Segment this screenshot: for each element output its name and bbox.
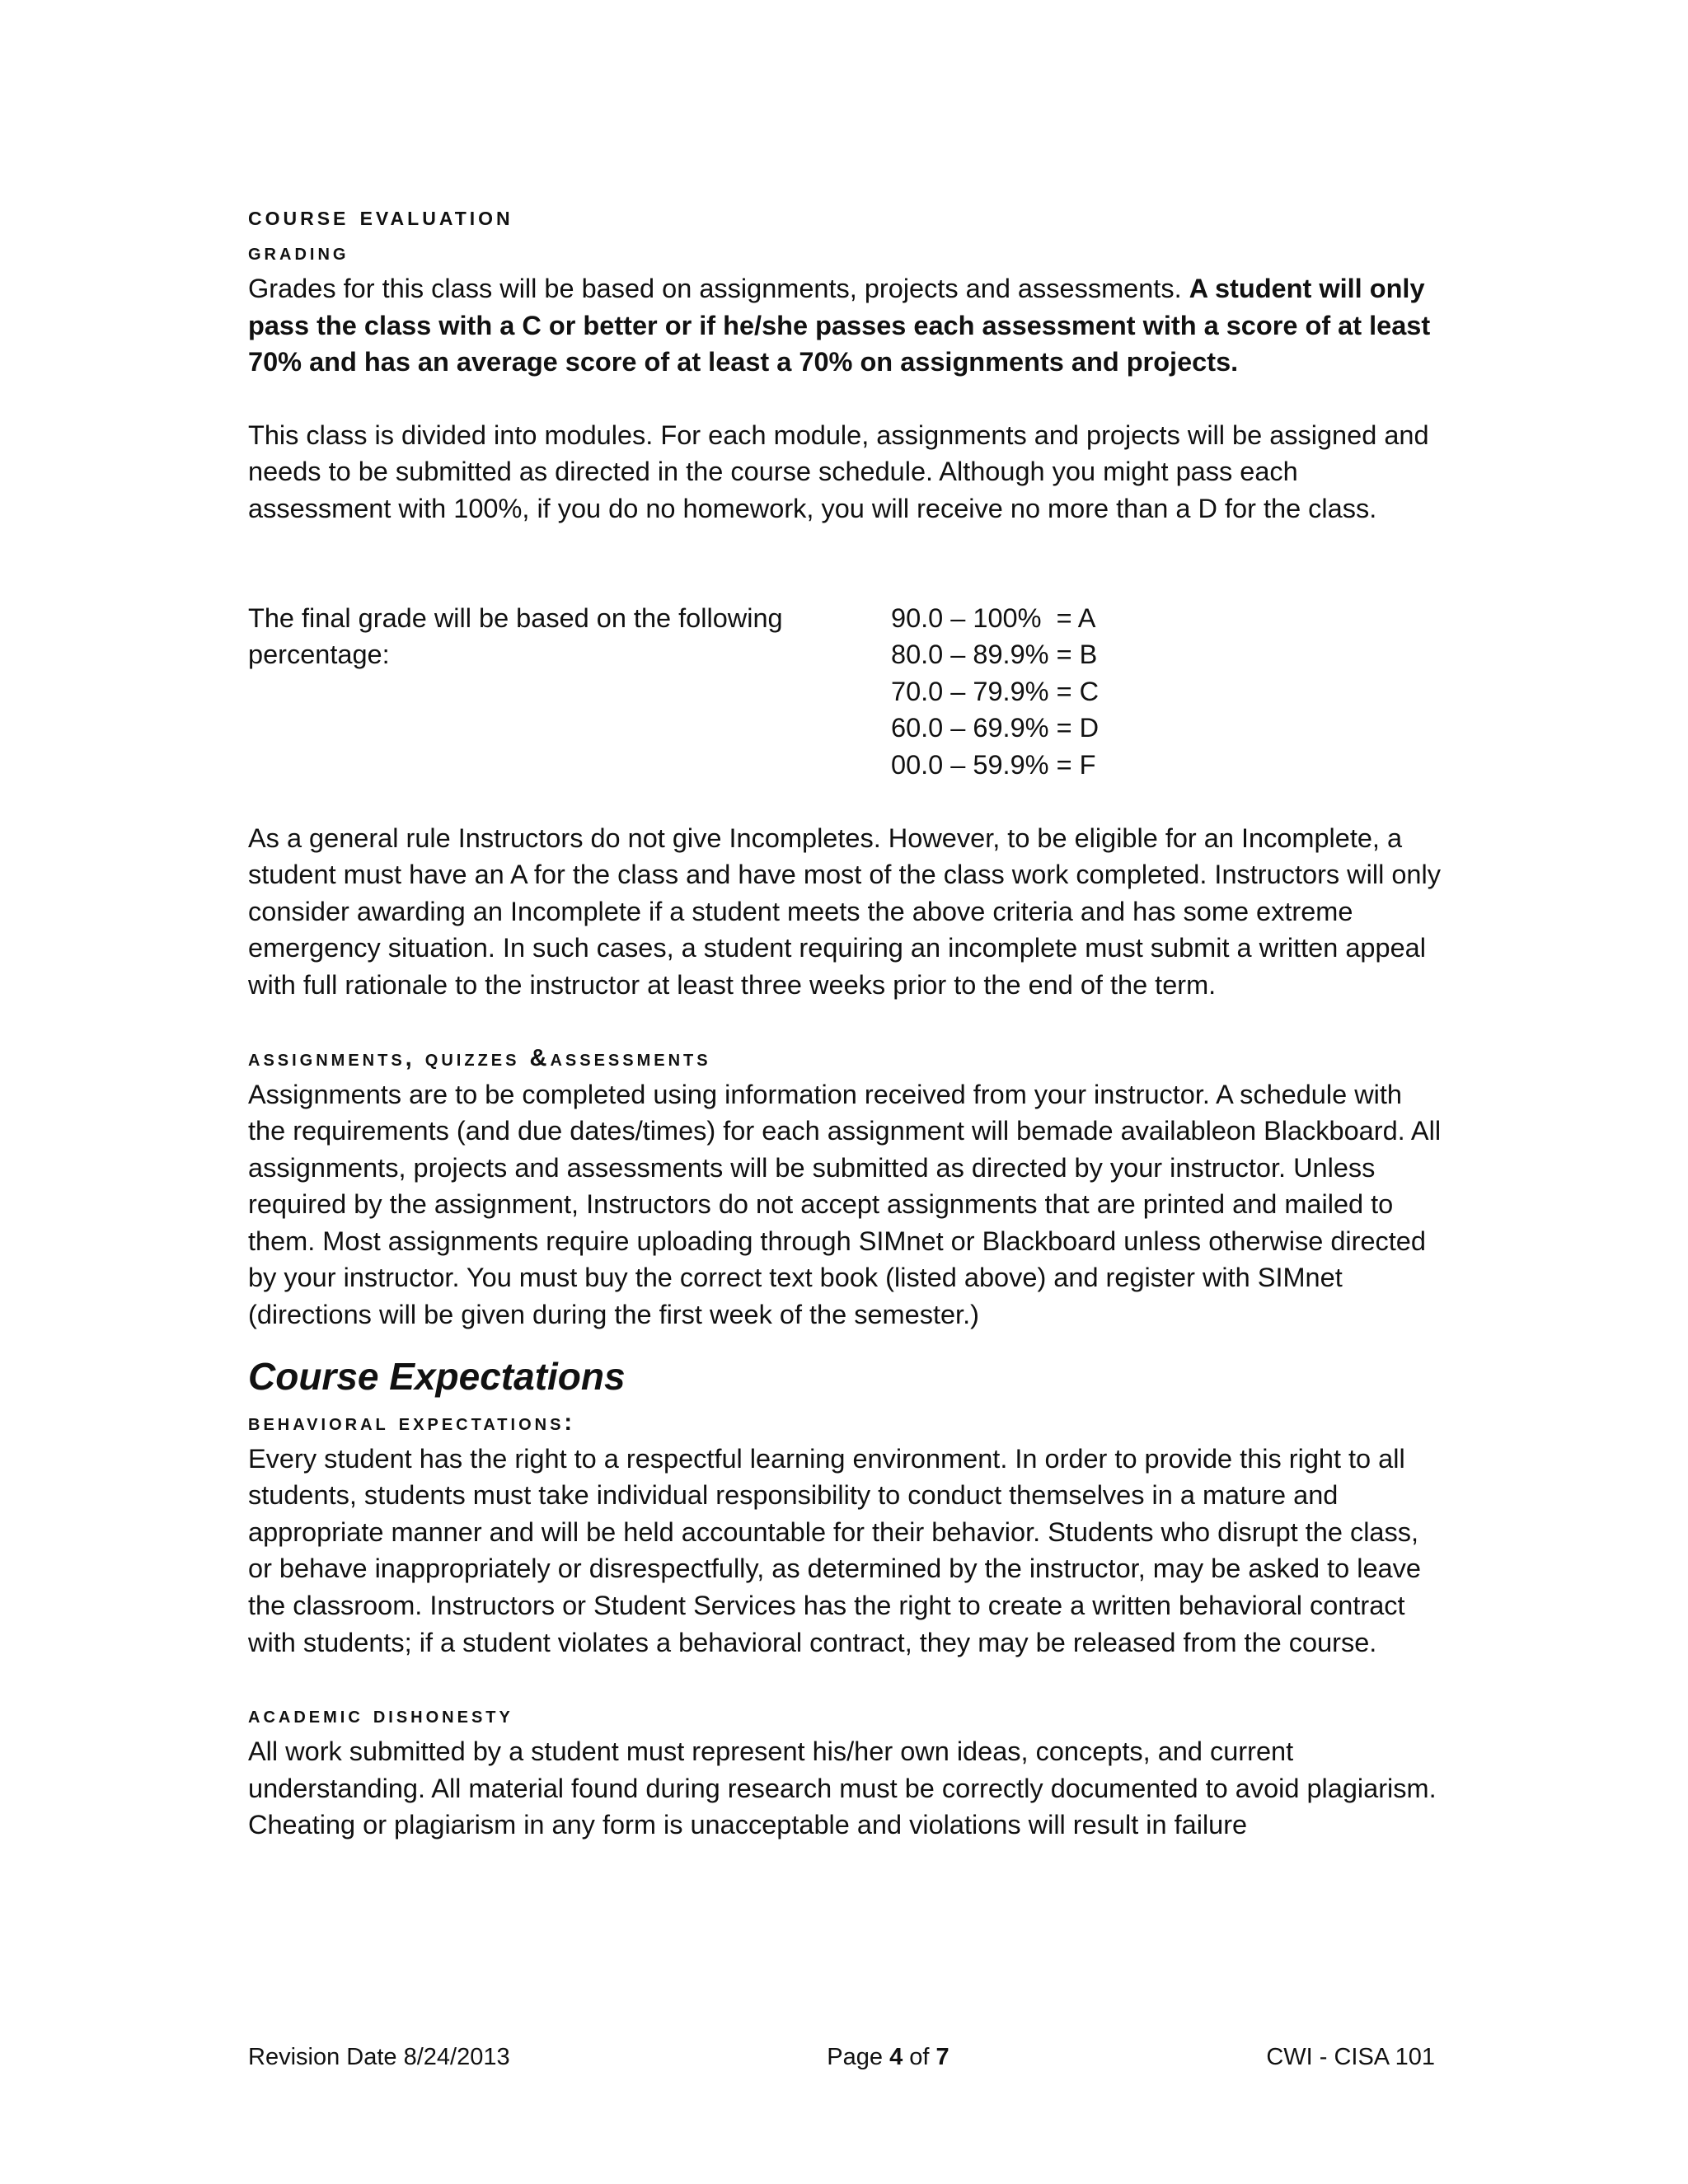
incomplete-paragraph: As a general rule Instructors do not give Incompletes. However, to be eligible for an Incomplete, a student must have an A for the class and have most of the class work completed. Instructors will only consider awarding an Incomplete if a student meets the above criteria and has some extreme emergency situation. In such cases, a student requiring an incomplete must submit a written appeal with full rationale to the instructor at least three weeks prior to the end of the term. — [248, 823, 1441, 1000]
revision-date: Revision Date 8/24/2013 — [248, 2044, 510, 2070]
grading-bold-text: A student will only pass the class with a C or better or if he/she passes each assessment with a score of at least 70% and has an average score of at least a 70% on assignments and projects. — [248, 274, 1431, 377]
page-number — [827, 2041, 949, 2074]
grading-intro-text: Grades for this class will be based on assignments, projects and assessments. — [248, 274, 1182, 303]
grade-scale-block — [248, 600, 1443, 784]
document-page — [248, 198, 1443, 1844]
behavioral-expectations-heading: behavioral expectations: — [248, 1408, 576, 1436]
assignments-paragraph: Assignments are to be completed using information received from your instructor. A schedule with the requirements (and due dates/times) for each assignment will bemade availableon Blackboard. All assignments, projects and assessments will be submitted as directed by your instructor. Unless required by the assignment, Instructors do not accept assignments that are printed and mailed to them. Most assignments require uploading through SIMnet or Blackboard unless otherwise directed by your instructor. You must buy the correct text book (listed above) and register with SIMnet (directions will be given during the first week of the semester.) — [248, 1079, 1442, 1330]
grade-scale-row: 60.0 – 69.9% = D — [891, 713, 1100, 743]
grade-scale-row: 00.0 – 59.9% = F — [891, 749, 1096, 780]
course-expectations-title: Course Expectations — [248, 1354, 626, 1398]
page-prefix: Page — [827, 2044, 883, 2070]
page-total: 7 — [935, 2044, 950, 2070]
grade-scale-row: 80.0 – 89.9% = B — [891, 640, 1098, 670]
page-current: 4 — [889, 2044, 903, 2070]
course-evaluation-heading: course evaluation — [248, 200, 513, 231]
grade-scale-list — [891, 600, 1099, 784]
behavioral-paragraph: Every student has the right to a respectful learning environment. In order to provide this right to all students, students must take individual responsibility to conduct themselves in a mature and appropriate manner and will be held accountable for their behavior. Students who disrupt the class, or behave inappropriately or disrespectfully, as determined by the instructor, may be asked to leave the classroom. Instructors or Student Services has the right to create a written behavioral contract with students; if a student violates a behavioral contract, they may be released from the course. — [248, 1443, 1421, 1657]
grade-scale-row: 70.0 – 79.9% = C — [891, 676, 1100, 706]
page-of: of — [909, 2044, 930, 2070]
assignments-heading: assignments, quizzes &assessments — [248, 1044, 711, 1071]
grading-heading: grading — [248, 239, 349, 265]
academic-dishonesty-heading: academic dishonesty — [248, 1702, 513, 1729]
grading-paragraph — [248, 270, 1443, 381]
modules-paragraph: This class is divided into modules. For each module, assignments and projects will be assigned and needs to be submitted as directed in the course schedule. Although you might pass each assessment with 100%, if you do no homework, you will receive no more than a D for the class. — [248, 419, 1429, 523]
final-grade-label: The final grade will be based on the following percentage: — [248, 602, 783, 670]
page-footer — [248, 2041, 1435, 2074]
course-code: CWI - CISA 101 — [1266, 2044, 1435, 2070]
dishonesty-paragraph: All work submitted by a student must represent his/her own ideas, concepts, and current understanding. All material found during research must be correctly documented to avoid plagiarism. Cheating or plagiarism in any form is unacceptable and violations will result in failure — [248, 1736, 1437, 1840]
grade-scale-row: 90.0 – 100% = A — [891, 602, 1096, 633]
